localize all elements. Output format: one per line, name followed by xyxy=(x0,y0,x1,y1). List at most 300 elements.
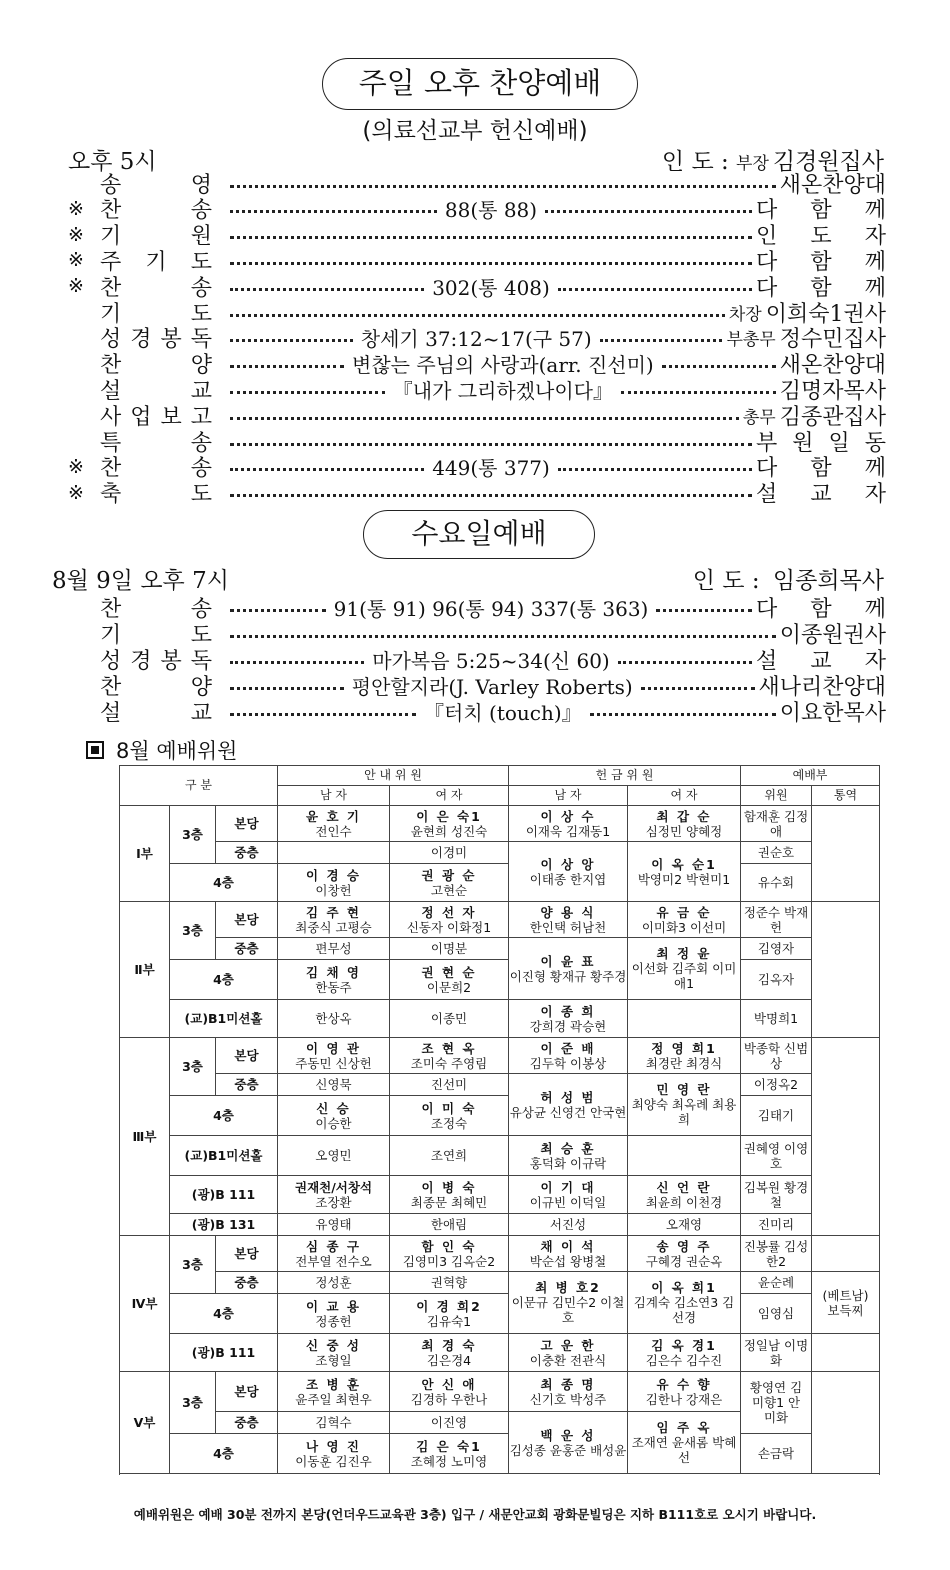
cell-usher-male: 유영태 xyxy=(278,1214,390,1236)
order-row xyxy=(68,698,886,724)
cell-usher-male xyxy=(278,1434,390,1474)
order-leader-part: 김종관집사 xyxy=(779,404,886,430)
lead-name: 정 선 자 xyxy=(421,904,477,920)
order-leader-part: 새나리찬양대 xyxy=(758,674,886,700)
lead-name: 김 주 현 xyxy=(306,904,361,920)
order-item-char: 기 xyxy=(145,249,167,275)
order-role: 차장 xyxy=(728,304,762,325)
member-names: 최양숙 최옥례 최용희 xyxy=(631,1097,737,1127)
order-row xyxy=(68,672,886,698)
lead-name: 이 은 숙1 xyxy=(416,808,482,824)
order-leader-part: 함 xyxy=(810,275,832,301)
duty-roster-table xyxy=(119,765,880,1474)
order-item-char: 송 xyxy=(190,596,212,622)
order-leader-part: 자 xyxy=(864,224,886,250)
leader-dots xyxy=(230,288,424,291)
order-fill xyxy=(226,375,780,404)
leader-dots xyxy=(230,713,416,716)
order-leader-part: 도 xyxy=(810,224,832,250)
lead-name: 이 병 숙 xyxy=(421,1179,477,1195)
lead-name: 윤 호 기 xyxy=(306,808,361,824)
order-leader-part: 정수민집사 xyxy=(779,327,886,353)
table-row xyxy=(120,1096,880,1136)
lead-name: 신 승 xyxy=(316,1100,351,1116)
leader-dots xyxy=(230,391,385,394)
cell-interp xyxy=(812,806,880,902)
cell-usher-male xyxy=(278,864,390,902)
member-names: 최중식 고평승 xyxy=(295,919,372,935)
leader-dots xyxy=(230,494,752,497)
standing-mark: ※ xyxy=(68,455,84,478)
order-item-char: 고 xyxy=(190,404,212,430)
table-row xyxy=(120,902,880,938)
standing-mark: ※ xyxy=(68,481,84,504)
cell-offering-male xyxy=(509,1074,628,1136)
cell-usher-male: 한상옥 xyxy=(278,1000,390,1038)
order-row xyxy=(68,620,886,646)
lead-name: 이 옥 희1 xyxy=(651,1280,717,1295)
lead-name: 김 채 영 xyxy=(306,964,361,980)
member-names: 김영미3 김옥순2 xyxy=(402,1253,496,1269)
cell-usher-male xyxy=(278,1372,390,1412)
cell-offering-male xyxy=(509,902,628,938)
order-fill xyxy=(226,182,780,185)
order-row xyxy=(68,428,886,454)
order-item-char: 찬 xyxy=(100,674,122,700)
order-content: 변찮는 주님의 사랑과(arr. 진선미) xyxy=(352,353,654,378)
cell-usher-male xyxy=(278,842,390,864)
order-item-char: 특 xyxy=(100,430,122,456)
table-row xyxy=(120,1272,880,1294)
member-names: 구혜경 권순옥 xyxy=(645,1253,723,1269)
cell-interp xyxy=(812,1038,880,1236)
cell-offering-female xyxy=(628,1236,741,1272)
leader-dots xyxy=(230,468,424,471)
cell-worship-member: 황영연 김미향1 안미화 xyxy=(741,1372,812,1434)
member-names: 조미숙 주영림 xyxy=(410,1055,488,1071)
part-label: Ⅰ부 xyxy=(120,806,170,902)
order-item-char: 도 xyxy=(190,482,212,508)
cell-usher-male xyxy=(278,1294,390,1334)
order-item-char: 교 xyxy=(190,378,212,404)
order-content: 88(통 88) xyxy=(444,198,538,223)
table-row xyxy=(120,806,880,842)
lead-name: 유 수 향 xyxy=(656,1376,712,1392)
cell-offering-male xyxy=(509,806,628,842)
cell-offering-male xyxy=(509,1136,628,1176)
cell-interp xyxy=(812,1236,880,1272)
order-fill xyxy=(226,697,780,726)
order-leader-part: 이종원권사 xyxy=(779,622,886,648)
leader-dots xyxy=(656,609,752,612)
lead-name: 최 갑 순 xyxy=(656,808,712,824)
header-row-1 xyxy=(120,766,880,786)
cell-offering-female xyxy=(628,1272,741,1334)
order-leader-part: 인 xyxy=(756,224,778,250)
cell-worship-member: 권순호 xyxy=(741,842,812,864)
order-item-char: 성 xyxy=(100,327,122,353)
order-row xyxy=(68,351,886,377)
order-fill xyxy=(226,272,756,301)
cell-usher-female xyxy=(390,1294,509,1334)
order-leader-part: 새온찬양대 xyxy=(779,353,886,379)
member-names: 심정민 양혜정 xyxy=(645,823,723,839)
sunday-leader-role: 부장 xyxy=(736,154,769,174)
lead-name: 이 종 희 xyxy=(540,1003,596,1019)
lead-name: 백 운 성 xyxy=(540,1427,596,1443)
order-leader-part: 부 xyxy=(756,430,778,456)
cell-offering-female xyxy=(628,1000,741,1038)
member-names: 고현순 xyxy=(430,882,468,898)
order-fill xyxy=(226,491,756,494)
cell-worship-member: 김복원 황경철 xyxy=(741,1176,812,1214)
cell-worship-member: 박명희1 xyxy=(741,1000,812,1038)
cell-worship-member: 권혜영 이영호 xyxy=(741,1136,812,1176)
wednesday-leader-name: 임종희목사 xyxy=(772,568,884,594)
cell-offering-female xyxy=(628,842,741,902)
lead-name: 최 병 호2 xyxy=(535,1280,601,1295)
order-leader-part: 함 xyxy=(810,198,832,224)
order-row xyxy=(68,222,886,248)
part-label: Ⅱ부 xyxy=(120,902,170,1038)
order-fill xyxy=(226,323,726,352)
cell-usher-female: 권혁향 xyxy=(390,1272,509,1294)
lead-name: 임 주 옥 xyxy=(656,1420,712,1435)
wednesday-time: 8월 9일 오후 7시 xyxy=(52,568,229,594)
header-interp: 통역 xyxy=(812,786,880,806)
order-item-char: 봉 xyxy=(160,648,182,674)
floor-label: 4층 xyxy=(170,1434,278,1474)
order-content: 『터치 (touch)』 xyxy=(424,700,582,725)
order-leader-part: 께 xyxy=(864,456,886,482)
wednesday-title-pill xyxy=(363,510,595,559)
order-item-char: 양 xyxy=(190,353,212,379)
order-fill xyxy=(226,671,758,700)
order-row xyxy=(68,376,886,402)
header-ushers-female: 여 자 xyxy=(390,786,509,806)
member-names: 이승한 xyxy=(315,1115,352,1131)
lead-name: 권재천/서창석 xyxy=(295,1179,373,1195)
place-label: 중층 xyxy=(216,1412,278,1434)
order-content: 마가복음 5:25~34(신 60) xyxy=(372,648,610,673)
member-names: 윤현희 성진숙 xyxy=(410,823,488,839)
lead-name: 이 준 배 xyxy=(540,1040,596,1056)
order-item-char: 찬 xyxy=(100,198,122,224)
order-row xyxy=(68,402,886,428)
cell-offering-male xyxy=(509,1372,628,1412)
table-row xyxy=(120,1294,880,1334)
order-fill xyxy=(226,645,756,674)
member-names: 이미화3 이선미 xyxy=(641,919,727,935)
order-leader-part: 다 xyxy=(756,456,778,482)
lead-name: 송 영 주 xyxy=(656,1238,712,1254)
order-item-char: 축 xyxy=(100,482,122,508)
order-item-char: 찬 xyxy=(100,353,122,379)
cell-offering-male: 서진성 xyxy=(509,1214,628,1236)
floor-label: 4층 xyxy=(170,1294,278,1334)
member-names: 전부열 전수오 xyxy=(295,1253,372,1269)
leader-dots xyxy=(230,210,437,213)
table-row xyxy=(120,1334,880,1372)
order-fill xyxy=(226,311,729,314)
member-names: 강희경 곽승현 xyxy=(529,1018,607,1034)
place-label: 본당 xyxy=(216,806,278,842)
member-names: 김성종 윤홍준 배성윤 xyxy=(509,1442,627,1458)
cell-worship-member: 함재훈 김정애 xyxy=(741,806,812,842)
member-names: 이창헌 xyxy=(315,882,352,898)
member-names: 박순섭 왕병철 xyxy=(529,1253,607,1269)
cell-offering-male xyxy=(509,1000,628,1038)
member-names: 주동민 신상헌 xyxy=(295,1055,372,1071)
cell-usher-male: 정성훈 xyxy=(278,1272,390,1294)
order-leader xyxy=(756,477,886,508)
table-row xyxy=(120,1236,880,1272)
order-leader-part: 함 xyxy=(810,596,832,622)
order-item-char: 송 xyxy=(190,456,212,482)
header-offering: 헌 금 위 원 xyxy=(509,766,741,786)
floor-label: 3층 xyxy=(170,902,216,960)
order-item-char: 설 xyxy=(100,700,122,726)
cell-usher-male xyxy=(278,1176,390,1214)
lead-name: 신 중 성 xyxy=(306,1337,361,1353)
member-names: 조형일 xyxy=(315,1352,352,1368)
lead-name: 권 광 순 xyxy=(421,867,477,883)
leader-dots xyxy=(230,687,344,690)
order-item-char: 설 xyxy=(100,378,122,404)
leader-dots xyxy=(545,210,752,213)
cell-offering-female: 오재영 xyxy=(628,1214,741,1236)
order-fill xyxy=(226,233,756,236)
place-label: 본당 xyxy=(216,1236,278,1272)
cell-usher-female xyxy=(390,1038,509,1074)
order-row xyxy=(68,299,886,325)
floor-label: 3층 xyxy=(170,806,216,864)
cell-usher-male: 편무성 xyxy=(278,938,390,960)
leader-dots xyxy=(558,468,752,471)
order-item-char: 송 xyxy=(100,172,122,198)
sunday-time: 오후 5시 xyxy=(68,149,157,175)
floor-label: 4층 xyxy=(170,864,278,902)
leader-dots xyxy=(621,391,776,394)
cell-usher-male xyxy=(278,806,390,842)
cell-offering-female xyxy=(628,938,741,1000)
leader-dots xyxy=(558,288,752,291)
member-names: 이재욱 김재동1 xyxy=(525,823,611,839)
leader-dots xyxy=(230,443,752,446)
member-names: 조정숙 xyxy=(430,1115,468,1131)
order-item-char: 도 xyxy=(190,249,212,275)
member-names: 이충환 전관식 xyxy=(529,1352,607,1368)
lead-name: 이 교 용 xyxy=(306,1298,361,1314)
order-row xyxy=(68,594,886,620)
floor-label: 3층 xyxy=(170,1038,216,1096)
order-item-char: 도 xyxy=(190,622,212,648)
order-item-char: 송 xyxy=(190,198,212,224)
order-item xyxy=(100,696,212,727)
table-row xyxy=(120,1372,880,1412)
order-leader-part: 다 xyxy=(756,275,778,301)
sunday-title-pill xyxy=(322,58,638,110)
cell-worship-member: 김영자 xyxy=(741,938,812,960)
table-row xyxy=(120,1000,880,1038)
table-row xyxy=(120,1434,880,1474)
cell-usher-male xyxy=(278,1096,390,1136)
header-member: 위원 xyxy=(741,786,812,806)
member-names: 신기호 박성주 xyxy=(529,1391,607,1407)
part-label: Ⅴ부 xyxy=(120,1372,170,1474)
cell-worship-member: 진봉률 김성한2 xyxy=(741,1236,812,1272)
lead-name: 함 인 숙 xyxy=(421,1238,477,1254)
order-fill xyxy=(226,440,756,443)
order-leader-part: 이요한목사 xyxy=(779,700,886,726)
member-names: 이태종 한지엽 xyxy=(529,871,607,887)
order-content: 91(통 91) 96(통 94) 337(통 363) xyxy=(333,596,649,621)
table-row xyxy=(120,1214,880,1236)
order-item-char: 독 xyxy=(190,327,212,353)
order-leader-part: 이희숙1권사 xyxy=(765,301,886,327)
cell-usher-male xyxy=(278,1334,390,1372)
cell-usher-female: 이진영 xyxy=(390,1412,509,1434)
leader-dots xyxy=(230,417,739,420)
header-worship: 예배부 xyxy=(741,766,880,786)
member-names: 이동훈 김진우 xyxy=(295,1453,372,1469)
lead-name: 허 성 범 xyxy=(540,1089,596,1105)
wednesday-leader-label: 인 도 : xyxy=(692,568,760,594)
lead-name: 김 옥 경1 xyxy=(651,1337,717,1353)
order-fill xyxy=(226,414,743,417)
order-leader-part: 새온찬양대 xyxy=(779,172,886,198)
floor-label: 3층 xyxy=(170,1372,216,1434)
order-item-char: 도 xyxy=(190,301,212,327)
cell-usher-female xyxy=(390,864,509,902)
lead-name: 신 언 란 xyxy=(656,1179,712,1195)
place-label: 본당 xyxy=(216,902,278,938)
lead-name: 이 미 숙 xyxy=(421,1100,477,1116)
order-leader-part: 교 xyxy=(810,648,832,674)
cell-usher-female xyxy=(390,960,509,1000)
order-fill xyxy=(226,452,756,481)
member-names: 최경란 최경식 xyxy=(645,1055,723,1071)
order-leader-part: 다 xyxy=(756,198,778,224)
place-label: 중층 xyxy=(216,842,278,864)
cell-offering-female xyxy=(628,806,741,842)
lead-name: 이 윤 표 xyxy=(540,953,596,969)
duty-heading-text: 8월 예배위원 xyxy=(116,739,238,763)
cell-usher-female xyxy=(390,1096,509,1136)
order-item-char: 원 xyxy=(190,224,212,250)
member-names: 이규빈 이덕일 xyxy=(529,1194,607,1210)
member-names: 김은경4 xyxy=(426,1352,472,1368)
cell-offering-female xyxy=(628,1074,741,1136)
order-item-char: 기 xyxy=(100,224,122,250)
cell-usher-female: 진선미 xyxy=(390,1074,509,1096)
sunday-subtitle: (의료선교부 헌신예배) xyxy=(362,118,588,144)
order-leader-part: 다 xyxy=(756,249,778,275)
member-names: 정종헌 xyxy=(315,1313,352,1329)
cell-offering-female xyxy=(628,902,741,938)
cell-usher-male xyxy=(278,1038,390,1074)
order-content: 302(통 408) xyxy=(432,275,550,300)
leader-dots xyxy=(600,339,723,342)
order-row xyxy=(68,247,886,273)
order-leader-part: 함 xyxy=(810,456,832,482)
cell-worship-member: 김태기 xyxy=(741,1096,812,1136)
member-names: 윤주일 최현우 xyxy=(295,1391,372,1407)
cell-offering-male xyxy=(509,1176,628,1214)
order-item-char: 송 xyxy=(190,430,212,456)
lead-name: 이 경 승 xyxy=(306,867,361,883)
member-names: 김두학 이봉상 xyxy=(529,1055,607,1071)
order-row xyxy=(68,196,886,222)
order-row xyxy=(68,646,886,672)
order-leader-part: 께 xyxy=(864,198,886,224)
member-names: 김유숙1 xyxy=(426,1313,472,1329)
order-content: 평안할지라(J. Varley Roberts) xyxy=(351,674,633,699)
duty-heading xyxy=(86,735,237,765)
cell-offering-female xyxy=(628,1372,741,1412)
standing-mark: ※ xyxy=(68,249,84,272)
order-fill xyxy=(226,259,756,262)
place-label: 중층 xyxy=(216,1272,278,1294)
table-row xyxy=(120,1074,880,1096)
lead-name: 이 기 대 xyxy=(540,1179,596,1195)
place-label: (광)B 131 xyxy=(170,1214,278,1236)
cell-worship-member: 유수회 xyxy=(741,864,812,902)
order-row xyxy=(68,480,886,506)
leader-dots xyxy=(230,185,776,188)
leader-dots xyxy=(230,365,344,368)
header-offering-female: 여 자 xyxy=(628,786,741,806)
order-item-char: 양 xyxy=(190,674,212,700)
order-row xyxy=(68,170,886,196)
cell-worship-member: 윤순례 xyxy=(741,1272,812,1294)
order-row xyxy=(68,325,886,351)
place-label: 본당 xyxy=(216,1372,278,1412)
member-names: 이문희2 xyxy=(426,979,472,995)
order-item-char: 영 xyxy=(190,172,212,198)
order-item-char: 업 xyxy=(130,404,152,430)
standing-mark: ※ xyxy=(68,275,84,298)
lead-name: 최 승 훈 xyxy=(540,1140,596,1156)
cell-offering-female xyxy=(628,1176,741,1214)
cell-worship-member: 정일남 이명화 xyxy=(741,1334,812,1372)
member-names: 김계숙 김소연3 김선경 xyxy=(633,1295,735,1325)
order-leader-part: 일 xyxy=(828,430,850,456)
order-item-char: 기 xyxy=(100,301,122,327)
table-row xyxy=(120,864,880,902)
cell-usher-female: 한애림 xyxy=(390,1214,509,1236)
cell-usher-male: 오영민 xyxy=(278,1136,390,1176)
floor-label: 4층 xyxy=(170,1096,278,1136)
cell-worship-member: 임영심 xyxy=(741,1294,812,1334)
cell-offering-male xyxy=(509,1412,628,1474)
lead-name: 정 영 희1 xyxy=(651,1040,717,1056)
place-label: 중층 xyxy=(216,938,278,960)
header-offering-male: 남 자 xyxy=(509,786,628,806)
cell-interp: (베트남) 보득찌 xyxy=(812,1272,880,1334)
order-item-char: 기 xyxy=(100,622,122,648)
cell-usher-female: 조연희 xyxy=(390,1136,509,1176)
lead-name: 유 금 순 xyxy=(656,904,712,920)
order-fill xyxy=(226,194,756,223)
lead-name: 채 이 석 xyxy=(540,1238,596,1254)
place-label: (교)B1미션홀 xyxy=(170,1000,278,1038)
footnote: 예배위원은 예배 30분 전까지 본당(언더우드교육관 3층) 입구 / 새문안교회 광화문빌딩은 지하 B111호로 오시기 바랍니다. xyxy=(133,1507,817,1522)
order-fill xyxy=(226,632,780,635)
order-leader-part: 김명자목사 xyxy=(779,378,886,404)
cell-offering-male xyxy=(509,1334,628,1372)
cell-offering-male xyxy=(509,1038,628,1074)
